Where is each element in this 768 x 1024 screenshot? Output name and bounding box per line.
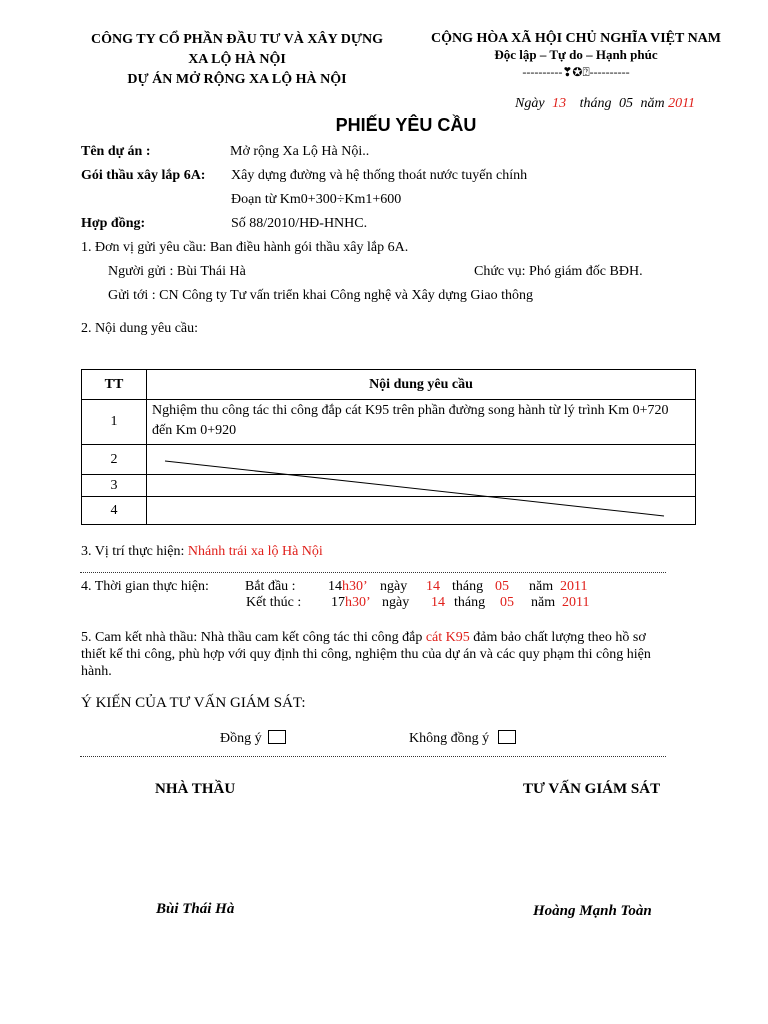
contract-value: Số 88/2010/HĐ-HNHC. — [231, 216, 368, 231]
document-title: PHIẾU YÊU CẦU — [335, 115, 477, 135]
ornament-line: ----------❣✪⍰---------- — [522, 65, 630, 79]
start-day: 14 — [426, 579, 440, 594]
section3-line — [81, 544, 323, 560]
commitment-line1: 5. Cam kết nhà thầu: Nhà thầu cam kết công tác thi công đắp cát K95 đảm bảo chất lượng theo hồ sơ — [81, 630, 646, 645]
end-year: 2011 — [562, 595, 590, 610]
row-tt: 3 — [82, 475, 147, 497]
package-label: Gói thầu xây lắp 6A: — [81, 168, 206, 183]
location-value: Nhánh trái xa lộ Hà Nội — [187, 544, 323, 559]
section1-heading: 1. Đơn vị gửi yêu cầu: Ban điều hành gói thầu xây lắp 6A. — [81, 240, 409, 255]
company-name-line1: CÔNG TY CỔ PHẦN ĐẦU TƯ VÀ XÂY DỰNG — [91, 32, 383, 47]
section4-label: 4. Thời gian thực hiện: — [81, 579, 209, 594]
start-day-label: ngày — [380, 579, 408, 594]
end-label: Kết thúc : — [246, 595, 302, 610]
contract-label: Hợp đồng: — [81, 216, 146, 231]
contractor-title: NHÀ THẦU — [155, 781, 236, 797]
supervisor-name: Hoàng Mạnh Toàn — [533, 903, 652, 919]
agree-checkbox[interactable] — [268, 730, 286, 744]
contractor-name: Bùi Thái Hà — [156, 901, 235, 917]
disagree-checkbox[interactable] — [498, 730, 516, 744]
project-name-line: DỰ ÁN MỞ RỘNG XA LỘ HÀ NỘI — [127, 72, 347, 87]
company-name-line2: XA LỘ HÀ NỘI — [188, 52, 286, 67]
sender-position: Chức vụ: Phó giám đốc BĐH. — [474, 264, 643, 279]
end-day-label: ngày — [382, 595, 410, 610]
sender-line: Người gửi : Bùi Thái Hà — [108, 264, 246, 279]
package-value: Xây dựng đường và hệ thống thoát nước tuyến chính — [231, 168, 528, 183]
send-to-line: Gửi tới : CN Công ty Tư vấn triển khai Công nghệ và Xây dựng Giao thông — [108, 288, 533, 303]
opinion-heading: Ý KIẾN CỦA TƯ VẤN GIÁM SÁT: — [81, 695, 306, 711]
agree-label: Đồng ý — [220, 731, 262, 746]
date-year: 2011 — [668, 96, 696, 111]
project-name-label: Tên dự án : — [81, 144, 151, 159]
date-year-label: năm — [640, 96, 665, 111]
date-month: 05 — [618, 96, 633, 111]
start-month: 05 — [495, 579, 509, 594]
header-tt: TT — [82, 370, 147, 400]
start-year-label: năm — [529, 579, 554, 594]
header-content: Nội dung yêu cầu — [147, 370, 696, 400]
start-label: Bắt đầu : — [245, 579, 296, 594]
end-day: 14 — [431, 595, 445, 610]
project-name-value: Mở rộng Xa Lộ Hà Nội.. — [230, 144, 370, 159]
national-motto: Độc lập – Tự do – Hạnh phúc — [494, 47, 658, 62]
section5-block — [81, 629, 651, 680]
date-month-label: tháng — [579, 96, 612, 111]
disagree-option[interactable] — [409, 730, 516, 747]
commitment-line2: thiết kế thi công, phù hợp với quy định thi công, nghiệm thu của dự án và các quy phạm thi công hiện — [81, 647, 651, 662]
row-tt: 1 — [82, 400, 147, 445]
row-tt: 4 — [82, 497, 147, 525]
section2-heading: 2. Nội dung yêu cầu: — [81, 321, 199, 336]
date-day-label: Ngày — [515, 96, 545, 111]
location-label: 3. Vị trí thực hiện: — [81, 544, 188, 559]
nation-title: CỘNG HÒA XÃ HỘI CHỦ NGHĨA VIỆT NAM — [430, 31, 721, 46]
start-month-label: tháng — [452, 579, 484, 594]
segment-value: Đoạn từ Km0+300÷Km1+600 — [231, 192, 402, 207]
row-content: Nghiệm thu công tác thi công đắp cát K95 trên phần đường song hành từ lý trình Km 0+720 đến Km 0+920 — [147, 400, 696, 445]
dotted-line — [80, 572, 666, 573]
start-year: 2011 — [560, 579, 588, 594]
commitment-line3: hành. — [81, 664, 112, 679]
dotted-line — [80, 756, 666, 757]
agree-option[interactable] — [220, 730, 286, 747]
end-month: 05 — [500, 595, 514, 610]
row-tt: 2 — [82, 445, 147, 475]
supervisor-title: TƯ VẤN GIÁM SÁT — [523, 781, 661, 797]
disagree-label: Không đồng ý — [409, 731, 490, 746]
end-month-label: tháng — [454, 595, 486, 610]
end-time: 17h30’ — [331, 595, 371, 610]
start-time: 14h30’ — [328, 579, 368, 594]
end-year-label: năm — [531, 595, 556, 610]
date-day: 13 — [552, 96, 567, 111]
